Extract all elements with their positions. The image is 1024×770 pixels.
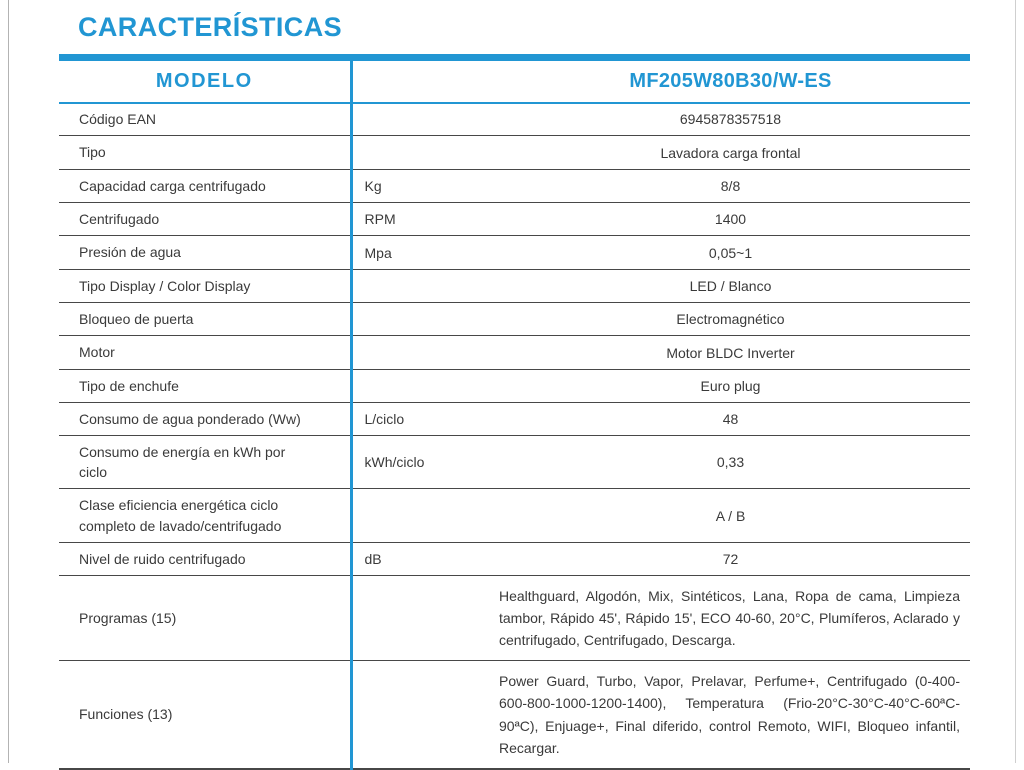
model-number-header: MF205W80B30/W-ES <box>629 69 832 92</box>
spec-unit <box>351 370 491 403</box>
spec-label: Centrifugado <box>79 210 160 227</box>
spec-row-motor <box>59 336 970 370</box>
spec-label: Tipo Display / Color Display <box>79 277 251 294</box>
spec-value: 48 <box>722 411 739 427</box>
spec-value: 72 <box>722 551 739 567</box>
spec-row-bloqueo-puerta <box>59 303 970 336</box>
spec-unit <box>351 103 491 136</box>
page-title: CARACTERÍSTICAS <box>78 12 343 42</box>
table-header-row <box>59 58 970 103</box>
spec-label: Motor <box>79 344 115 361</box>
spec-label: Tipo <box>79 144 106 161</box>
spec-value: Power Guard, Turbo, Vapor, Prelavar, Perfume+, Centrifugado (0-400-600-800-1000-1200-1400), Temperatura (Frio-20°C-30°C-40°C-60ªC-90ªC), Enjuage+, Final diferido, control Remoto, WIFI, Bloqueo infantil, Recargar. <box>499 673 960 756</box>
spec-label: Consumo de agua ponderado (Ww) <box>79 410 301 427</box>
spec-unit: dB <box>351 543 491 576</box>
spec-value: 6945878357518 <box>679 111 782 128</box>
spec-unit <box>351 136 491 170</box>
spec-row-clase-eficiencia <box>59 489 970 543</box>
spec-row-enchufe <box>59 370 970 403</box>
spec-unit <box>351 576 491 661</box>
spec-label: Capacidad carga centrifugado <box>79 177 266 194</box>
spec-row-presion-agua <box>59 236 970 270</box>
spec-row-centrifugado <box>59 203 970 236</box>
spec-unit <box>351 270 491 303</box>
spec-unit: L/ciclo <box>351 403 491 436</box>
spec-unit: Mpa <box>351 236 491 270</box>
spec-label: Programas (15) <box>79 610 177 627</box>
spec-label: Consumo de energía en kWh por ciclo <box>79 443 286 480</box>
spec-value: Motor BLDC Inverter <box>666 344 795 361</box>
spec-row-programas <box>59 576 970 661</box>
spec-row-display <box>59 270 970 303</box>
spec-value: 8/8 <box>720 178 741 194</box>
spec-row-consumo-agua <box>59 403 970 436</box>
spec-row-tipo <box>59 136 970 170</box>
spec-unit <box>351 489 491 543</box>
spec-row-nivel-ruido <box>59 543 970 576</box>
spec-row-consumo-energia <box>59 436 970 489</box>
spec-unit: Kg <box>351 170 491 203</box>
spec-value: Euro plug <box>700 378 761 394</box>
page-right-border <box>1015 0 1016 763</box>
spec-label: Clase eficiencia energética ciclo completo de lavado/centrifugado <box>79 497 282 534</box>
spec-value: 1400 <box>714 211 747 227</box>
spec-unit: RPM <box>351 203 491 236</box>
spec-label: Tipo de enchufe <box>79 377 179 394</box>
spec-label: Funciones (13) <box>79 706 173 723</box>
header-unit-spacer <box>351 58 491 103</box>
page-left-border <box>8 0 9 763</box>
spec-row-capacidad-carga <box>59 170 970 203</box>
spec-unit: kWh/ciclo <box>351 436 491 489</box>
spec-label: Código EAN <box>79 111 157 128</box>
spec-row-funciones <box>59 661 970 769</box>
spec-value: 0,05~1 <box>708 244 753 261</box>
spec-value: Electromagnético <box>676 311 785 327</box>
spec-label: Bloqueo de puerta <box>79 310 194 327</box>
spec-value: Lavadora carga frontal <box>660 144 801 161</box>
spec-label: Presión de agua <box>79 244 181 261</box>
spec-value: LED / Blanco <box>689 278 772 294</box>
spec-value: 0,33 <box>716 454 745 470</box>
spec-label: Nivel de ruido centrifugado <box>79 550 246 567</box>
model-column-header: MODELO <box>155 69 253 92</box>
spec-table <box>59 54 970 770</box>
spec-value: A / B <box>715 507 746 524</box>
spec-row-codigo-ean <box>59 103 970 136</box>
spec-unit <box>351 661 491 769</box>
spec-value: Healthguard, Algodón, Mix, Sintéticos, Lana, Ropa de cama, Limpieza tambor, Rápido 45', Rápido 15', ECO 40-60, 20°C, Plumíferos, Aclarado y centrifugado, Centrifugado, Descarga. <box>499 588 960 649</box>
spec-unit <box>351 336 491 370</box>
spec-unit <box>351 303 491 336</box>
